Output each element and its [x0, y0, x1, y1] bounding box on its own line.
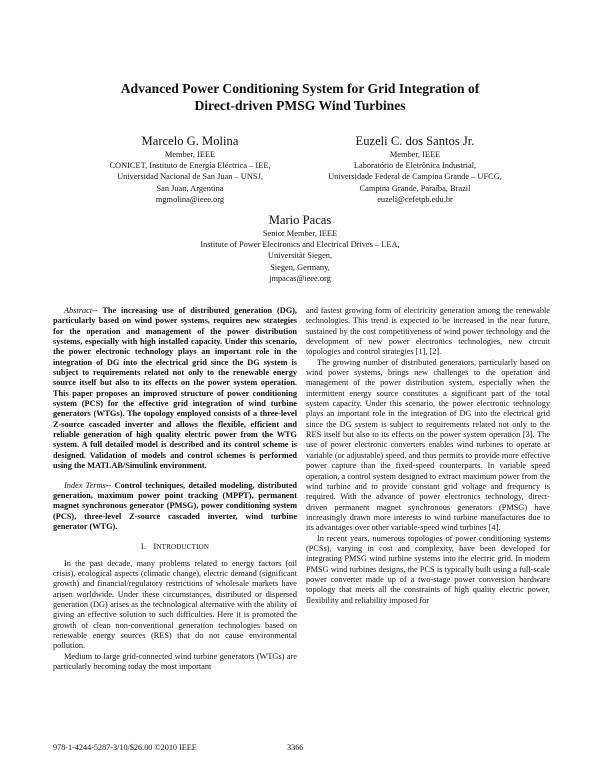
body-paragraph: The growing number of distributed generators, particularly based on wind power systems, brings new challenges to the operation and management of the power distribution system, especially when the intermittent energy source constitutes a significant part of the total system capacity. Under this scenario, the power electronic technology plays an important role in the integration of DG into the electrical grid since the DG system is subject to requirements related not only to the RES itself but also to its effects on the power system operation [3]. The use of power electronic converters enables wind turbines to operate at variable (or adjustable) speed, and thus permits to provide more effective power capture than the fixed-speed counterparts. In variable speed operation, a control system designed to extract maximum power from the wind turbine and to provide constant grid voltage and frequency is required. With the advance of power electronics technology, direct-driven permanent magnet synchronous generators (PMSG) have increasingly drawn more interests to wind turbine manufactures due to its advantages over other variable-speed wind turbines [4].: [306, 357, 550, 533]
author-role: Member, IEEE: [389, 150, 441, 159]
author-name: Euzeli C. dos Santos Jr.: [355, 134, 475, 148]
author-affiliation: Institute of Power Electronics and Electrical Drives – LEA,: [200, 240, 400, 250]
author-role: Senior Member, IEEE: [262, 229, 338, 238]
section-title-initial: I: [153, 541, 157, 552]
author-affiliation: Siegen, Germany,: [270, 262, 330, 272]
author-affiliation: Laboratório de Eletrônica Industrial,: [353, 161, 477, 171]
author-affiliation: Universidade Federal de Campina Grande – UFCG,: [328, 172, 502, 182]
author-name: Marcelo G. Molina: [141, 134, 239, 148]
author-block-3: [170, 212, 430, 284]
author-name: Mario Pacas: [268, 213, 332, 227]
author-affiliation: Campina Grande, Paraíba, Brazil: [359, 183, 471, 193]
title-line-2: Direct-driven PMSG Wind Turbines: [194, 98, 406, 113]
author-affiliation: CONICET, Instituto de Energía Eléctrica – IEE,: [109, 161, 271, 171]
author-email: jmpacas@ieee.org: [269, 273, 331, 283]
abstract-label: Abstract: [64, 306, 93, 315]
author-affiliation: Universidad Nacional de San Juan – UNSJ,: [117, 172, 263, 182]
title-line-1: Advanced Power Conditioning System for Grid Integration of: [120, 81, 480, 96]
abstract: [53, 306, 297, 472]
body-paragraph: Medium to large grid-connected wind turbine generators (WTGs) are particularly becoming today the most important: [53, 651, 297, 671]
index-terms-text: -- Control techniques, detailed modeling, distributed generation, maximum power point tracking (MPPT), permanent magnet synchronous generator (PMSG), power conditioning system (PCS), three-level Z-source cascaded inverter, wind turbine generator (WTG).: [53, 480, 297, 531]
author-role: Member, IEEE: [164, 150, 216, 159]
section-heading: [53, 541, 297, 552]
section-number: I.: [140, 541, 147, 552]
author-affiliation: San Juan, Argentina: [156, 183, 224, 193]
index-terms: [53, 481, 297, 533]
abstract-text: -- The increasing use of distributed generation (DG), particularly based on wind power systems, requires new strategies for the operation and management of the power distribution systems, especially with high installed capacity. Under this scenario, the power electronic technology plays an important role in the integration of DG into the electrical grid since the DG system is subject to requirements related not only to the renewable energy source itself but also to its effects on the power system operation. This paper proposes an improved structure of power conditioning system (PCS) for the effective grid integration of wind turbine generators (WTGs). The topology employed consists of a three-level Z-source cascaded inverter and allows the flexible, efficient and reliable generation of high quality electric power from the WTG system. A full detailed model is described and its control scheme is designed. Validation of models and control schemes is performed using the MATLAB/Simulink environment.: [53, 306, 297, 471]
section-title-rest: NTRODUCTION: [156, 543, 210, 552]
left-column: [53, 306, 297, 672]
page-number: 3366: [287, 743, 304, 752]
body-paragraph: In the past decade, many problems related to energy factors (oil crisis), ecological aspects (climatic change), electric demand (significant growth) and financial/regulatory restrictions of wholesale markets have arisen worldwide. Under these circumstances, distributed or dispersed generation (DG) arises as the technological alternative with the ability of giving an effective solution to such difficulties. Here it is promoted the growth of clean non-conventional generation technologies based on renewable energy sources (RES) that do not cause environmental pollution.: [53, 558, 297, 651]
right-column: [306, 306, 550, 606]
index-terms-label: Index Terms: [64, 480, 106, 490]
author-affiliation: Universität Siegen,: [267, 251, 333, 261]
body-paragraph: In recent years, numerous topologies of power conditioning systems (PCSs), varying in cost and complexity, have been developed for integrating PMSG wind turbine systems into the electric grid. In modern PMSG wind turbines designs, the PCS is typically built using a full-scale power converter made up of a two-stage power conversion hardware topology that meets all the constraints of high quality electric power, flexibility and reliability imposed for: [306, 533, 550, 605]
author-block-2: [300, 133, 530, 205]
author-email: euzeli@cefetpb.edu.br: [377, 194, 453, 204]
author-email: mgmolina@ieee.org: [155, 194, 225, 204]
body-paragraph: and fastest growing form of electricity generation among the renewable technologies. This trend is expected to be increased in the near future, sustained by the cost competitiveness of wind power technology and the development of new power electronics technologies, new circuit topologies and control strategies [1], [2].: [306, 306, 550, 357]
copyright-footer: 978-1-4244-5287-3/10/$26.00 ©2010 IEEE: [53, 743, 197, 752]
paper-title: [60, 80, 540, 114]
author-block-1: [75, 133, 305, 205]
